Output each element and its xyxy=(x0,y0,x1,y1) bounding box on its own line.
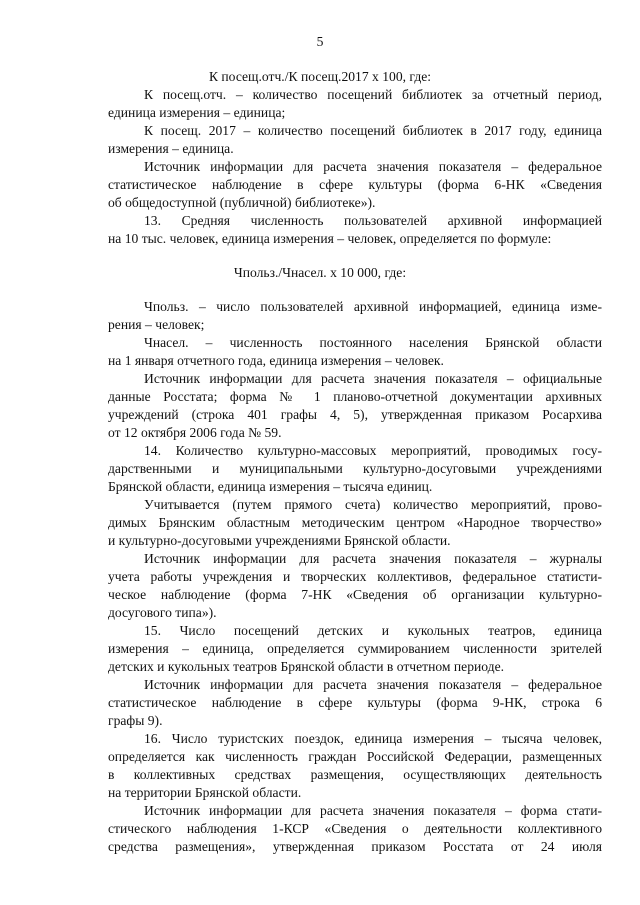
text-line: на 10 тыс. человек, единица измерения – человек, определяется по формуле: xyxy=(108,231,552,246)
text-line: 16. Число туристских поездок, единица измерения – тысяча человек, xyxy=(144,731,602,746)
text-line: от 12 октября 2006 года № 59. xyxy=(108,425,282,440)
text-line: определяется как численность граждан Российской Федерации, размещенных xyxy=(108,749,602,764)
formula-line: Чпольз./Чнасел. х 10 000, где: xyxy=(233,265,407,280)
text-line: 15. Число посещений детских и кукольных театров, единица xyxy=(144,623,602,638)
text-line: Источник информации для расчета значения показателя – журналы xyxy=(144,551,602,566)
text-line: дарственными и муниципальными культурно-досуговыми учреждениями xyxy=(108,461,602,476)
text-line: Источник информации для расчета значения показателя – форма стати- xyxy=(144,803,602,818)
text-line: Брянской области, единица измерения – тысяча единиц. xyxy=(108,479,433,494)
text-line: 14. Количество культурно-массовых мероприятий, проводимых госу- xyxy=(144,443,602,458)
formula-line: К посещ.отч./К посещ.2017 х 100, где: xyxy=(208,69,432,84)
text-line: статистическое наблюдение в сфере культуры (форма 9-НК, строка 6 xyxy=(108,695,602,710)
text-line: рения – человек; xyxy=(108,317,205,332)
text-line: графы 9). xyxy=(108,713,163,728)
text-line: К посещ.отч. – количество посещений библиотек за отчетный период, xyxy=(144,87,602,102)
text-line: в коллективных средствах размещения, осуществляющих деятельность xyxy=(108,767,602,782)
text-line: стического наблюдения 1-КСР «Сведения о деятельности коллективного xyxy=(108,821,602,836)
text-line: данные Росстата; форма № 1 планово-отчетной документации архивных xyxy=(108,389,602,404)
text-line: Учитывается (путем прямого счета) количество мероприятий, прово- xyxy=(144,497,602,512)
text-line: Чпольз. – число пользователей архивной информацией, единица изме- xyxy=(144,299,602,314)
text-line: К посещ. 2017 – количество посещений библиотек в 2017 году, единица xyxy=(144,123,602,138)
text-line: статистическое наблюдение в сфере культуры (форма 6-НК «Сведения xyxy=(108,177,602,192)
text-line: учета работы учреждения и творческих коллективов, федеральное статисти- xyxy=(108,569,602,584)
text-line: Чнасел. – численность постоянного населения Брянской области xyxy=(144,335,602,350)
text-line: на 1 января отчетного года, единица измерения – человек. xyxy=(108,353,444,368)
text-line: средства размещения», утвержденная приказом Росстата от 24 июля xyxy=(108,839,602,854)
text-line: единица измерения – единица; xyxy=(108,105,286,120)
text-line: и культурно-досуговыми учреждениями Брянской области. xyxy=(108,533,451,548)
text-line: на территории Брянской области. xyxy=(108,785,302,800)
text-line: измерения – единица, определяется суммированием численности зрителей xyxy=(108,641,602,656)
text-line: детских и кукольных театров Брянской области в отчетном периоде. xyxy=(108,659,505,674)
text-line: измерения – единица. xyxy=(108,141,234,156)
text-line: Источник информации для расчета значения показателя – официальные xyxy=(144,371,602,386)
text-line: досугового типа»). xyxy=(108,605,217,620)
text-line: димых Брянским областным методическим центром «Народное творчество» xyxy=(108,515,602,530)
text-line: Источник информации для расчета значения показателя – федеральное xyxy=(144,159,602,174)
text-line: ческое наблюдение (форма 7-НК «Сведения об организации культурно- xyxy=(108,587,602,602)
text-line: 13. Средняя численность пользователей архивной информацией xyxy=(144,213,602,228)
text-line: об общедоступной (публичной) библиотеке»). xyxy=(108,195,376,210)
page-number: 5 xyxy=(316,34,324,49)
text-line: Источник информации для расчета значения показателя – федеральное xyxy=(144,677,602,692)
text-line: учреждений (строка 401 графы 4, 5), утвержденная приказом Росархива xyxy=(108,407,602,422)
